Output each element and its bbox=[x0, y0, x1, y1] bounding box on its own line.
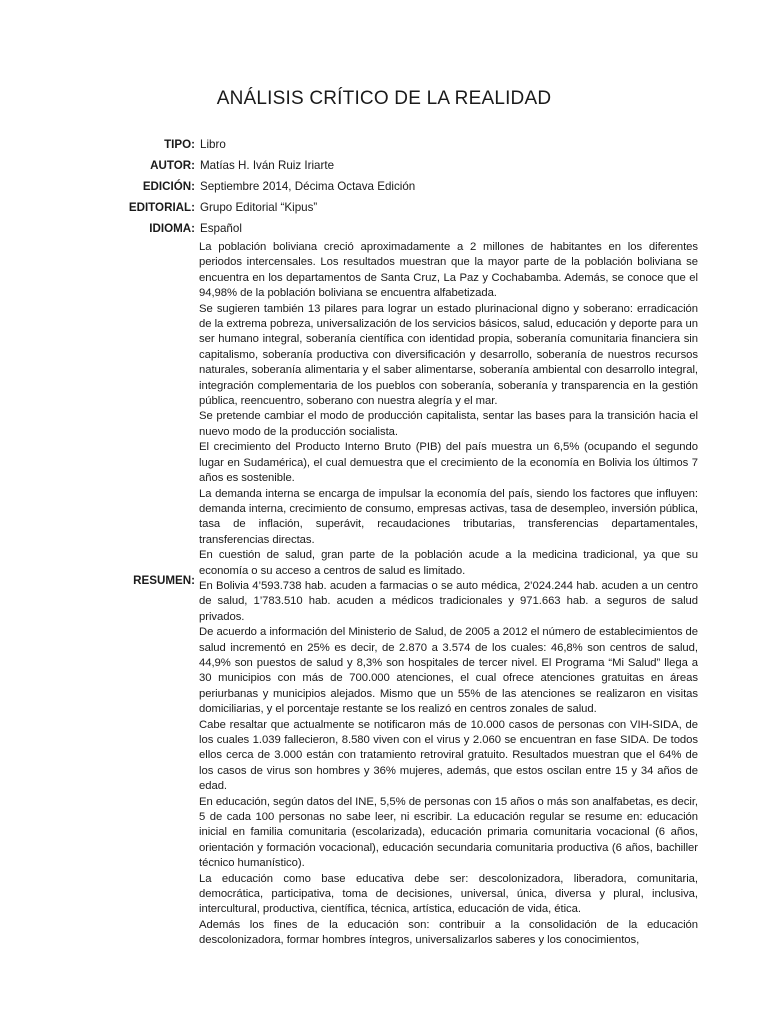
summary-paragraph: La educación como base educativa debe ser: descolonizadora, liberadora, comunitaria, democrática, participativa, toma de decisiones, universal, única, diversa y plural, inclusiva, intercultural, productiva, científica, técnica, artística, educación de vida, ética. bbox=[199, 872, 698, 916]
summary-paragraph: En Bolivia 4’593.738 hab. acuden a farmacias o se auto médica, 2’024.244 hab. acuden a un centro de salud, 1’783.510 hab. acuden a médicos tradicionales y 971.663 hab. a seguros de salud privados. bbox=[199, 579, 698, 623]
summary-paragraph: Se pretende cambiar el modo de producción capitalista, sentar las bases para la transición hacia el nuevo modo de la producción socialista. bbox=[199, 410, 698, 438]
field-editorial bbox=[0, 201, 768, 221]
field-value: Libro bbox=[200, 138, 226, 151]
summary-text bbox=[199, 240, 698, 947]
summary-paragraph: De acuerdo a información del Ministerio de Salud, de 2005 a 2012 el número de establecimientos de salud incrementó en 25% es decir, de 2.870 a 3.574 de los cuales: 46,8% son centros de salud, 44,9% son puestos de salud y 8,3% son hospitales de tercer nivel. El Programa “Mi Salud” llega a 30 municipios con más de 700.000 atenciones, el cual ofrece atenciones gratuitas en áreas periurbanas y municipios alejados. Mismo que un 55% de las atenciones se realizaron en visitas domiciliarias, y el porcentaje restante se los realizó en centros zonales de salud. bbox=[199, 626, 698, 716]
field-label: IDIOMA: bbox=[149, 222, 195, 235]
field-label: TIPO: bbox=[164, 138, 195, 151]
field-tipo bbox=[0, 138, 768, 158]
summary-paragraph: Cabe resaltar que actualmente se notificaron más de 10.000 casos de personas con VIH-SIDA, de los cuales 1.039 fallecieron, 8.580 viven con el virus y 2.060 se encuentran en fase SIDA. De todos ellos cerca de 3.000 están con tratamiento retroviral gratuito. Resultados muestran que el 64% de los casos de virus son hombres y 36% mujeres, además, que estos oscilan entre 15 y 34 años de edad. bbox=[199, 718, 698, 793]
field-value: Grupo Editorial “Kipus” bbox=[200, 201, 318, 214]
field-label: EDITORIAL: bbox=[128, 201, 195, 214]
field-idioma bbox=[0, 222, 768, 242]
field-label: EDICIÓN: bbox=[142, 180, 195, 193]
summary-paragraph: En educación, según datos del INE, 5,5% de personas con 15 años o más son analfabetas, es decir, 5 de cada 100 personas no sabe leer, ni escribir. La educación regular se resume en: educación inicial en familia comunitaria (escolarizada), educación primaria comunitaria vocacional (6 años, orientación y formación vocacional), educación secundaria comunitaria productiva (6 años, bachiller técnico humanístico). bbox=[199, 795, 698, 870]
field-value: Matías H. Iván Ruiz Iriarte bbox=[200, 159, 335, 172]
field-value: Septiembre 2014, Décima Octava Edición bbox=[200, 180, 416, 193]
summary-paragraph: Se sugieren también 13 pilares para lograr un estado plurinacional digno y soberano: erradicación de la extrema pobreza, universalización de los servicios básicos, salud, educación y deporte para un ser humano integral, soberanía científica con identidad propia, soberanía comunitaria financiera sin capitalismo, soberanía productiva con diversificación y desarrollo, soberanía de nuestros recursos naturales, soberanía alimentaria y el saber alimentarse, soberanía ambiental con desarrollo integral, integración complementaria de los pueblos con soberanía, soberanía y transparencia en la gestión pública, reencuentro, soberano con nuestra alegría y el mar. bbox=[199, 302, 698, 408]
field-value: Español bbox=[200, 222, 242, 235]
field-edicion bbox=[0, 180, 768, 200]
summary-paragraph: En cuestión de salud, gran parte de la población acude a la medicina tradicional, ya que su economía o su acceso a centros de salud es limitado. bbox=[199, 549, 698, 577]
resumen-label: RESUMEN: bbox=[133, 574, 195, 587]
summary-paragraph: Además los fines de la educación son: contribuir a la consolidación de la educación descolonizadora, formar hombres íntegros, universalizarlos saberes y los conocimientos, bbox=[199, 918, 698, 947]
field-autor bbox=[0, 159, 768, 179]
summary-paragraph: El crecimiento del Producto Interno Bruto (PIB) del país muestra un 6,5% (ocupando el segundo lugar en Sudamérica), el cual demuestra que el crecimiento de la economía en Bolivia los últimos 7 años es sostenible. bbox=[199, 441, 698, 485]
field-label: AUTOR: bbox=[150, 159, 195, 172]
document-title: ANÁLISIS CRÍTICO DE LA REALIDAD bbox=[216, 88, 552, 109]
summary-paragraph: La población boliviana creció aproximadamente a 2 millones de habitantes en los diferentes periodos intercensales. Los resultados muestran que la mayor parte de la población boliviana se encuentra en los departamentos de Santa Cruz, La Paz y Cochabamba. Además, se conoce que el 94,98% de la población boliviana se encuentra alfabetizada. bbox=[199, 241, 698, 300]
summary-paragraph: La demanda interna se encarga de impulsar la economía del país, siendo los factores que influyen: demanda interna, crecimiento de consumo, empresas activas, tasa de desempleo, inversión pública, tasa de inflación, superávit, recaudaciones tributarias, transferencias departamentales, transferencias directas. bbox=[199, 487, 698, 546]
